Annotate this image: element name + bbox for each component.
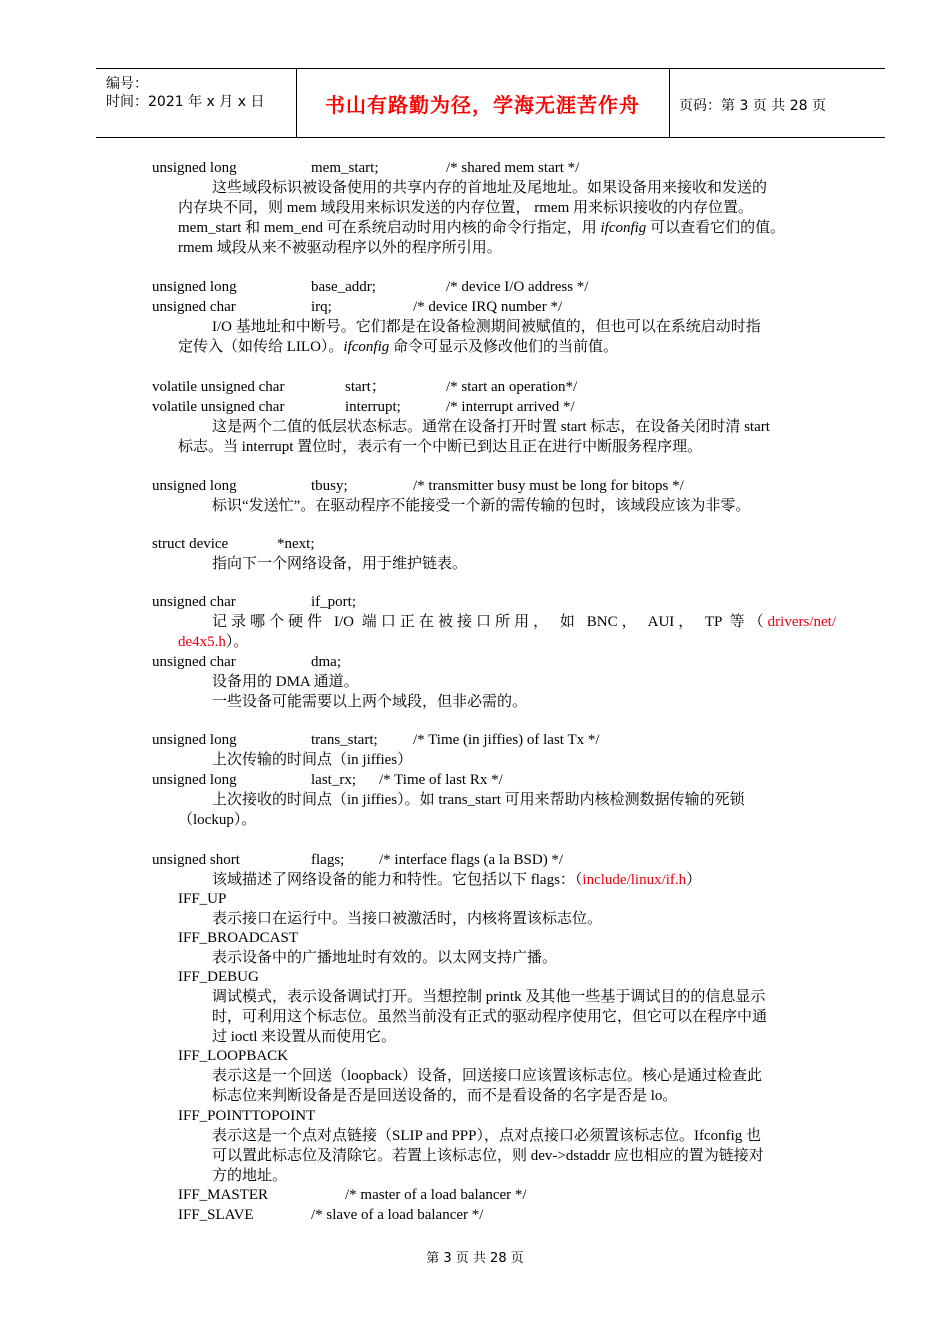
field-type: volatile unsigned char: [152, 399, 285, 415]
description-line: 上次传输的时间点（in jiffies）: [212, 752, 413, 768]
field-comment: /* Time of last Rx */: [379, 772, 503, 788]
flag-description: 表示这是一个回送（loopback）设备，回送接口应该置该标志位。核心是通过检查此: [212, 1068, 762, 1084]
description-line: 这些域段标识被设备使用的共享内存的首地址及尾地址。如果设备用来接收和发送的: [212, 180, 768, 196]
header-page-number: 页码：第 3 页 共 28 页: [679, 98, 826, 114]
flag-name: IFF_MASTER: [178, 1187, 269, 1203]
field-type: unsigned long: [152, 478, 237, 494]
field-name: base_addr;: [311, 279, 376, 295]
field-name: irq;: [311, 299, 332, 315]
field-name: tbusy;: [311, 478, 348, 494]
field-type: unsigned char: [152, 654, 236, 670]
description-line: mem_start 和 mem_end 可在系统启动时用内核的命令行指定，用 ifconfig 可以查看它们的值。: [178, 220, 786, 236]
field-comment: /* Time (in jiffies) of last Tx */: [413, 732, 600, 748]
source-path-link: drivers/net/: [767, 614, 836, 630]
field-name: mem_start;: [311, 160, 379, 176]
header-motto-cell: [296, 69, 670, 137]
flag-description: 过 ioctl 来设置从而使用它。: [212, 1029, 397, 1045]
description-line: 上次接收的时间点（in jiffies）。如 trans_start 可用来帮助内核检测数据传输的死锁: [212, 792, 745, 808]
description-line: 标识“发送忙”。在驱动程序不能接受一个新的需传输的包时，该域段应该为非零。: [212, 498, 751, 514]
field-type: unsigned long: [152, 160, 237, 176]
description-line: I/O 基地址和中断号。它们都是在设备检测期间被赋值的，但也可以在系统启动时指: [212, 319, 761, 335]
flag-comment: /* slave of a load balancer */: [311, 1207, 484, 1223]
description-line: de4x5.h）。: [178, 634, 249, 650]
header-time: 时间：2021 年 x 月 x 日: [106, 94, 265, 110]
field-name: dma;: [311, 654, 341, 670]
description-line: 内存块不同，则 mem 域段用来标识发送的内存位置， rmem 用来标识接收的内存位置。: [178, 200, 753, 216]
field-name: last_rx;: [311, 772, 356, 788]
page-header: [96, 68, 885, 138]
flag-description: 表示设备中的广播地址时有效的。以太网支持广播。: [212, 950, 558, 966]
field-comment: /* device I/O address */: [446, 279, 589, 295]
flag-name: IFF_POINTTOPOINT: [178, 1108, 316, 1124]
flag-description: 调试模式，表示设备调试打开。当想控制 printk 及其他一些基于调试目的的信息显示: [212, 989, 766, 1005]
header-number: 编号：: [106, 76, 148, 92]
flag-description: 表示接口在运行中。当接口被激活时，内核将置该标志位。: [212, 911, 603, 927]
flag-description: 可以置此标志位及清除它。若置上该标志位，则 dev->dstaddr 应也相应的置为链接对: [212, 1148, 764, 1164]
field-comment: /* transmitter busy must be long for bitops */: [413, 478, 684, 494]
field-name: interrupt;: [345, 399, 401, 415]
field-type: volatile unsigned char: [152, 379, 285, 395]
description-line: （lockup）。: [178, 812, 257, 828]
field-comment: /* interrupt arrived */: [446, 399, 575, 415]
field-name: start；: [345, 379, 386, 395]
field-name: *next;: [277, 536, 315, 552]
field-name: flags;: [311, 852, 345, 868]
field-type: unsigned long: [152, 279, 237, 295]
field-type: unsigned char: [152, 594, 236, 610]
field-comment: /* shared mem start */: [446, 160, 580, 176]
description-line: 记录哪个硬件 I/O 端口正在被接口所用， 如 BNC， AUI， TP 等（drivers/net/: [212, 614, 836, 630]
field-comment: /* device IRQ number */: [413, 299, 563, 315]
flag-name: IFF_UP: [178, 891, 227, 907]
flag-name: IFF_BROADCAST: [178, 930, 299, 946]
page-footer: 第 3 页 共 28 页: [426, 1251, 524, 1266]
description-line: 设备用的 DMA 通道。: [212, 674, 359, 690]
header-motto: 书山有路勤为径，学海无涯苦作舟: [325, 93, 640, 117]
field-type: unsigned long: [152, 732, 237, 748]
description-line: 指向下一个网络设备，用于维护链表。: [212, 556, 468, 572]
description-line: 一些设备可能需要以上两个域段，但非必需的。: [212, 694, 528, 710]
flag-name: IFF_DEBUG: [178, 969, 259, 985]
description-line: 标志。当 interrupt 置位时，表示有一个中断已到达且正在进行中断服务程序理。: [178, 439, 703, 455]
field-type: unsigned short: [152, 852, 240, 868]
description-line: 这是两个二值的低层状态标志。通常在设备打开时置 start 标志，在设备关闭时清 start: [212, 419, 770, 435]
header-meta-cell: [96, 69, 297, 137]
field-comment: /* start an operation*/: [446, 379, 578, 395]
field-type: unsigned long: [152, 772, 237, 788]
flag-description: 表示这是一个点对点链接（SLIP and PPP），点对点接口必须置该标志位。Ifconfig 也: [212, 1128, 762, 1144]
field-comment: /* interface flags (a la BSD) */: [379, 852, 564, 868]
source-path-link: include/linux/if.h: [582, 872, 687, 888]
flag-description: 标志位来判断设备是否是回送设备的，而不是看设备的名字是否是 lo。: [212, 1088, 678, 1104]
flag-name: IFF_SLAVE: [178, 1207, 254, 1223]
description-line: rmem 域段从来不被驱动程序以外的程序所引用。: [178, 240, 502, 256]
description-line: 定传入（如传给 LILO）。ifconfig 命令可显示及修改他们的当前值。: [178, 339, 618, 355]
flag-name: IFF_LOOPBACK: [178, 1048, 289, 1064]
description-line: 该域描述了网络设备的能力和特性。它包括以下 flags：（include/linux/if.h）: [212, 872, 702, 888]
field-type: struct device: [152, 536, 229, 552]
field-name: if_port;: [311, 594, 356, 610]
header-page-cell: [669, 69, 885, 137]
flag-description: 方的地址。: [212, 1168, 288, 1184]
field-name: trans_start;: [311, 732, 378, 748]
flag-description: 时，可利用这个标志位。虽然当前没有正式的驱动程序使用它，但它可以在程序中通: [212, 1009, 768, 1025]
flag-comment: /* master of a load balancer */: [345, 1187, 527, 1203]
field-type: unsigned char: [152, 299, 236, 315]
source-path-link: de4x5.h: [178, 634, 226, 650]
